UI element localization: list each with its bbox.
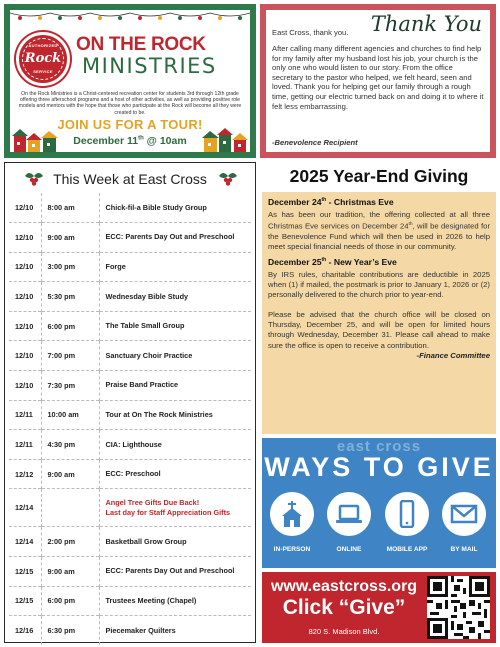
thank-you-body: After calling many different agencies and churches to find help for my family after my husband lost his job, your church is the only one who would listen to our story. From the office secretary to the pastor who helped, we felt heard, seen and loved. Thank you for helping get our family through a rough time, getting our electric turned back on and doing it to where it felt less embarrassing. — [272, 44, 484, 111]
church-icon — [278, 500, 306, 528]
schedule-date: 12/14 — [9, 489, 41, 527]
schedule-time: 2:00 pm — [41, 527, 99, 557]
schedule-time: 7:00 pm — [41, 341, 99, 371]
schedule-time: 9:00 am — [41, 223, 99, 253]
schedule-time: 6:00 pm — [41, 586, 99, 616]
schedule-row — [9, 223, 251, 253]
schedule-event: Basketball Grow Group — [99, 527, 251, 557]
phone-icon — [393, 500, 421, 528]
schedule-event: Forge — [99, 252, 251, 282]
schedule-row — [9, 400, 251, 430]
schedule-row — [9, 616, 251, 646]
schedule-event: The Table Small Group — [99, 311, 251, 341]
ways-to-give-title: WAYS TO GIVE — [264, 452, 494, 482]
church-address: 820 S. Madison Blvd. — [308, 627, 380, 636]
schedule-date: 12/15 — [9, 557, 41, 587]
village-houses-right-icon — [202, 126, 248, 152]
schedule-row — [9, 252, 251, 282]
website-link[interactable]: www.eastcross.org — [270, 578, 418, 595]
schedule-time: 8:00 am — [41, 193, 99, 223]
new-years-eve-heading: December 25th - New Year’s Eve — [268, 256, 397, 267]
schedule-date: 12/12 — [9, 459, 41, 489]
schedule-date: 12/10 — [9, 311, 41, 341]
schedule-row — [9, 527, 251, 557]
schedule-date: 12/10 — [9, 282, 41, 312]
christmas-eve-heading: December 24th - Christmas Eve — [268, 197, 394, 207]
schedule-date: 12/10 — [9, 223, 41, 253]
schedule-title: This Week at East Cross — [53, 171, 207, 187]
rock-title: ON THE ROCK — [76, 34, 206, 55]
schedule-event: Piecemaker Quilters — [99, 616, 251, 646]
thank-you-signature: -Benevolence Recipient — [272, 138, 358, 147]
schedule-time: 6:00 pm — [41, 311, 99, 341]
click-give-text: Click “Give” — [282, 596, 406, 619]
schedule-time: 9:00 am — [41, 557, 99, 587]
schedule-event: Tour at On The Rock Ministries — [99, 400, 251, 430]
schedule-event: ECC: Preschool — [99, 459, 251, 489]
string-lights-decoration — [10, 10, 250, 24]
office-hours-text: Please be advised that the church office will be closed on Thursday, December 25, and will be open for limited hours through Wednesday, December 31. Please call ahead to make sure the office is open to receive a contribution. — [268, 309, 490, 350]
schedule-event: ECC: Parents Day Out and Preschool — [99, 557, 251, 587]
thank-you-panel — [260, 4, 496, 158]
laptop-icon — [335, 500, 363, 528]
schedule-event-line: Last day for Staff Appreciation Gifts — [105, 507, 231, 517]
christmas-eve-text: As has been our tradition, the offering collected at all three Christmas Eve services on December 24th, will be designated for the Benevolence Fund which will then be used in 2026 to help meet special financial needs of those in our community. — [268, 210, 491, 252]
website-banner — [262, 572, 496, 643]
schedule-row — [9, 341, 251, 371]
schedule-table — [9, 193, 251, 645]
schedule-row — [9, 430, 251, 460]
village-houses-left-icon — [12, 126, 58, 152]
holly-icon — [217, 168, 239, 188]
on-the-rock-logo — [16, 32, 70, 86]
thank-you-card — [266, 10, 490, 152]
schedule-time: 5:30 pm — [41, 282, 99, 312]
giving-signature: -Finance Committee — [416, 350, 490, 360]
schedule-header — [5, 163, 255, 193]
giving-title: 2025 Year-End Giving — [289, 166, 469, 186]
schedule-time: 3:00 pm — [41, 252, 99, 282]
envelope-icon — [450, 500, 478, 528]
schedule-event — [99, 489, 251, 527]
logo-bottom-text: SERVICE — [33, 69, 53, 74]
give-by-mail[interactable]: BY MAIL — [439, 492, 489, 553]
schedule-date: 12/10 — [9, 341, 41, 371]
schedule-row — [9, 557, 251, 587]
irs-rules-text: By IRS rules, charitable contributions are deductible in 2025 when (1) if mailed, the postmark is prior to January 1, 2026 or (2) personally delivered to the church prior to year-end. — [268, 269, 490, 300]
schedule-row — [9, 282, 251, 312]
schedule-event: Sanctuary Choir Practice — [99, 341, 251, 371]
qr-code-icon[interactable] — [427, 576, 490, 639]
schedule-time: 9:00 am — [41, 459, 99, 489]
give-mobile-app[interactable]: MOBILE APP — [382, 492, 432, 553]
giving-details — [262, 192, 496, 434]
schedule-time: 7:30 pm — [41, 371, 99, 401]
schedule-event: Trustees Meeting (Chapel) — [99, 586, 251, 616]
schedule-row — [9, 193, 251, 223]
schedule-row — [9, 459, 251, 489]
schedule-event-line: Angel Tree Gifts Due Back! — [105, 497, 200, 507]
schedule-event: Praise Band Practice — [99, 371, 251, 401]
east-cross-watermark: east cross — [336, 438, 422, 455]
schedule-date: 12/10 — [9, 252, 41, 282]
logo-word: Rock — [24, 51, 62, 66]
thank-you-script: Thank You — [370, 12, 482, 36]
schedule-event: ECC: Parents Day Out and Preschool — [99, 223, 251, 253]
schedule-time: 6:30 pm — [41, 616, 99, 646]
schedule-date: 12/14 — [9, 527, 41, 557]
schedule-row — [9, 371, 251, 401]
rock-description: On the Rock Ministries is a Christ-centered recreation center for students 3rd through 12th grade offering three afterschool programs and a host of other activities, as well as providing positive role models and mentors with the hope that those who participate at the Rock will become all they were created to be. — [18, 91, 242, 116]
schedule-row — [9, 489, 251, 527]
thank-you-greeting: East Cross, thank you. — [272, 28, 349, 37]
on-the-rock-panel — [4, 4, 256, 158]
schedule-date: 12/10 — [9, 371, 41, 401]
give-online[interactable]: ONLINE — [324, 492, 374, 553]
schedule-date: 12/11 — [9, 430, 41, 460]
schedule-time: 4:30 pm — [41, 430, 99, 460]
schedule-event: CIA: Lighthouse — [99, 430, 251, 460]
year-end-giving — [262, 162, 496, 434]
give-in-person[interactable]: IN-PERSON — [267, 492, 317, 553]
schedule-date: 12/15 — [9, 586, 41, 616]
schedule-date: 12/16 — [9, 616, 41, 646]
rock-subtitle: MINISTRIES — [82, 54, 217, 78]
rock-tour-date: December 11th @ 10am — [73, 135, 187, 147]
logo-top-text: AUTHORIZED — [28, 43, 58, 48]
on-the-rock-card — [10, 10, 250, 152]
schedule-time: 10:00 am — [41, 400, 99, 430]
schedule-row — [9, 311, 251, 341]
schedule-event: Wednesday Bible Study — [99, 282, 251, 312]
schedule-date: 12/10 — [15, 203, 34, 213]
ways-to-give — [262, 438, 496, 568]
schedule-row — [9, 586, 251, 616]
schedule-date: 12/11 — [9, 400, 41, 430]
rock-tour-callout: JOIN US FOR A TOUR! — [57, 117, 203, 132]
schedule-time — [41, 489, 99, 527]
schedule-event: Chick-fil-a Bible Study Group — [105, 202, 207, 212]
weekly-schedule — [4, 162, 256, 643]
